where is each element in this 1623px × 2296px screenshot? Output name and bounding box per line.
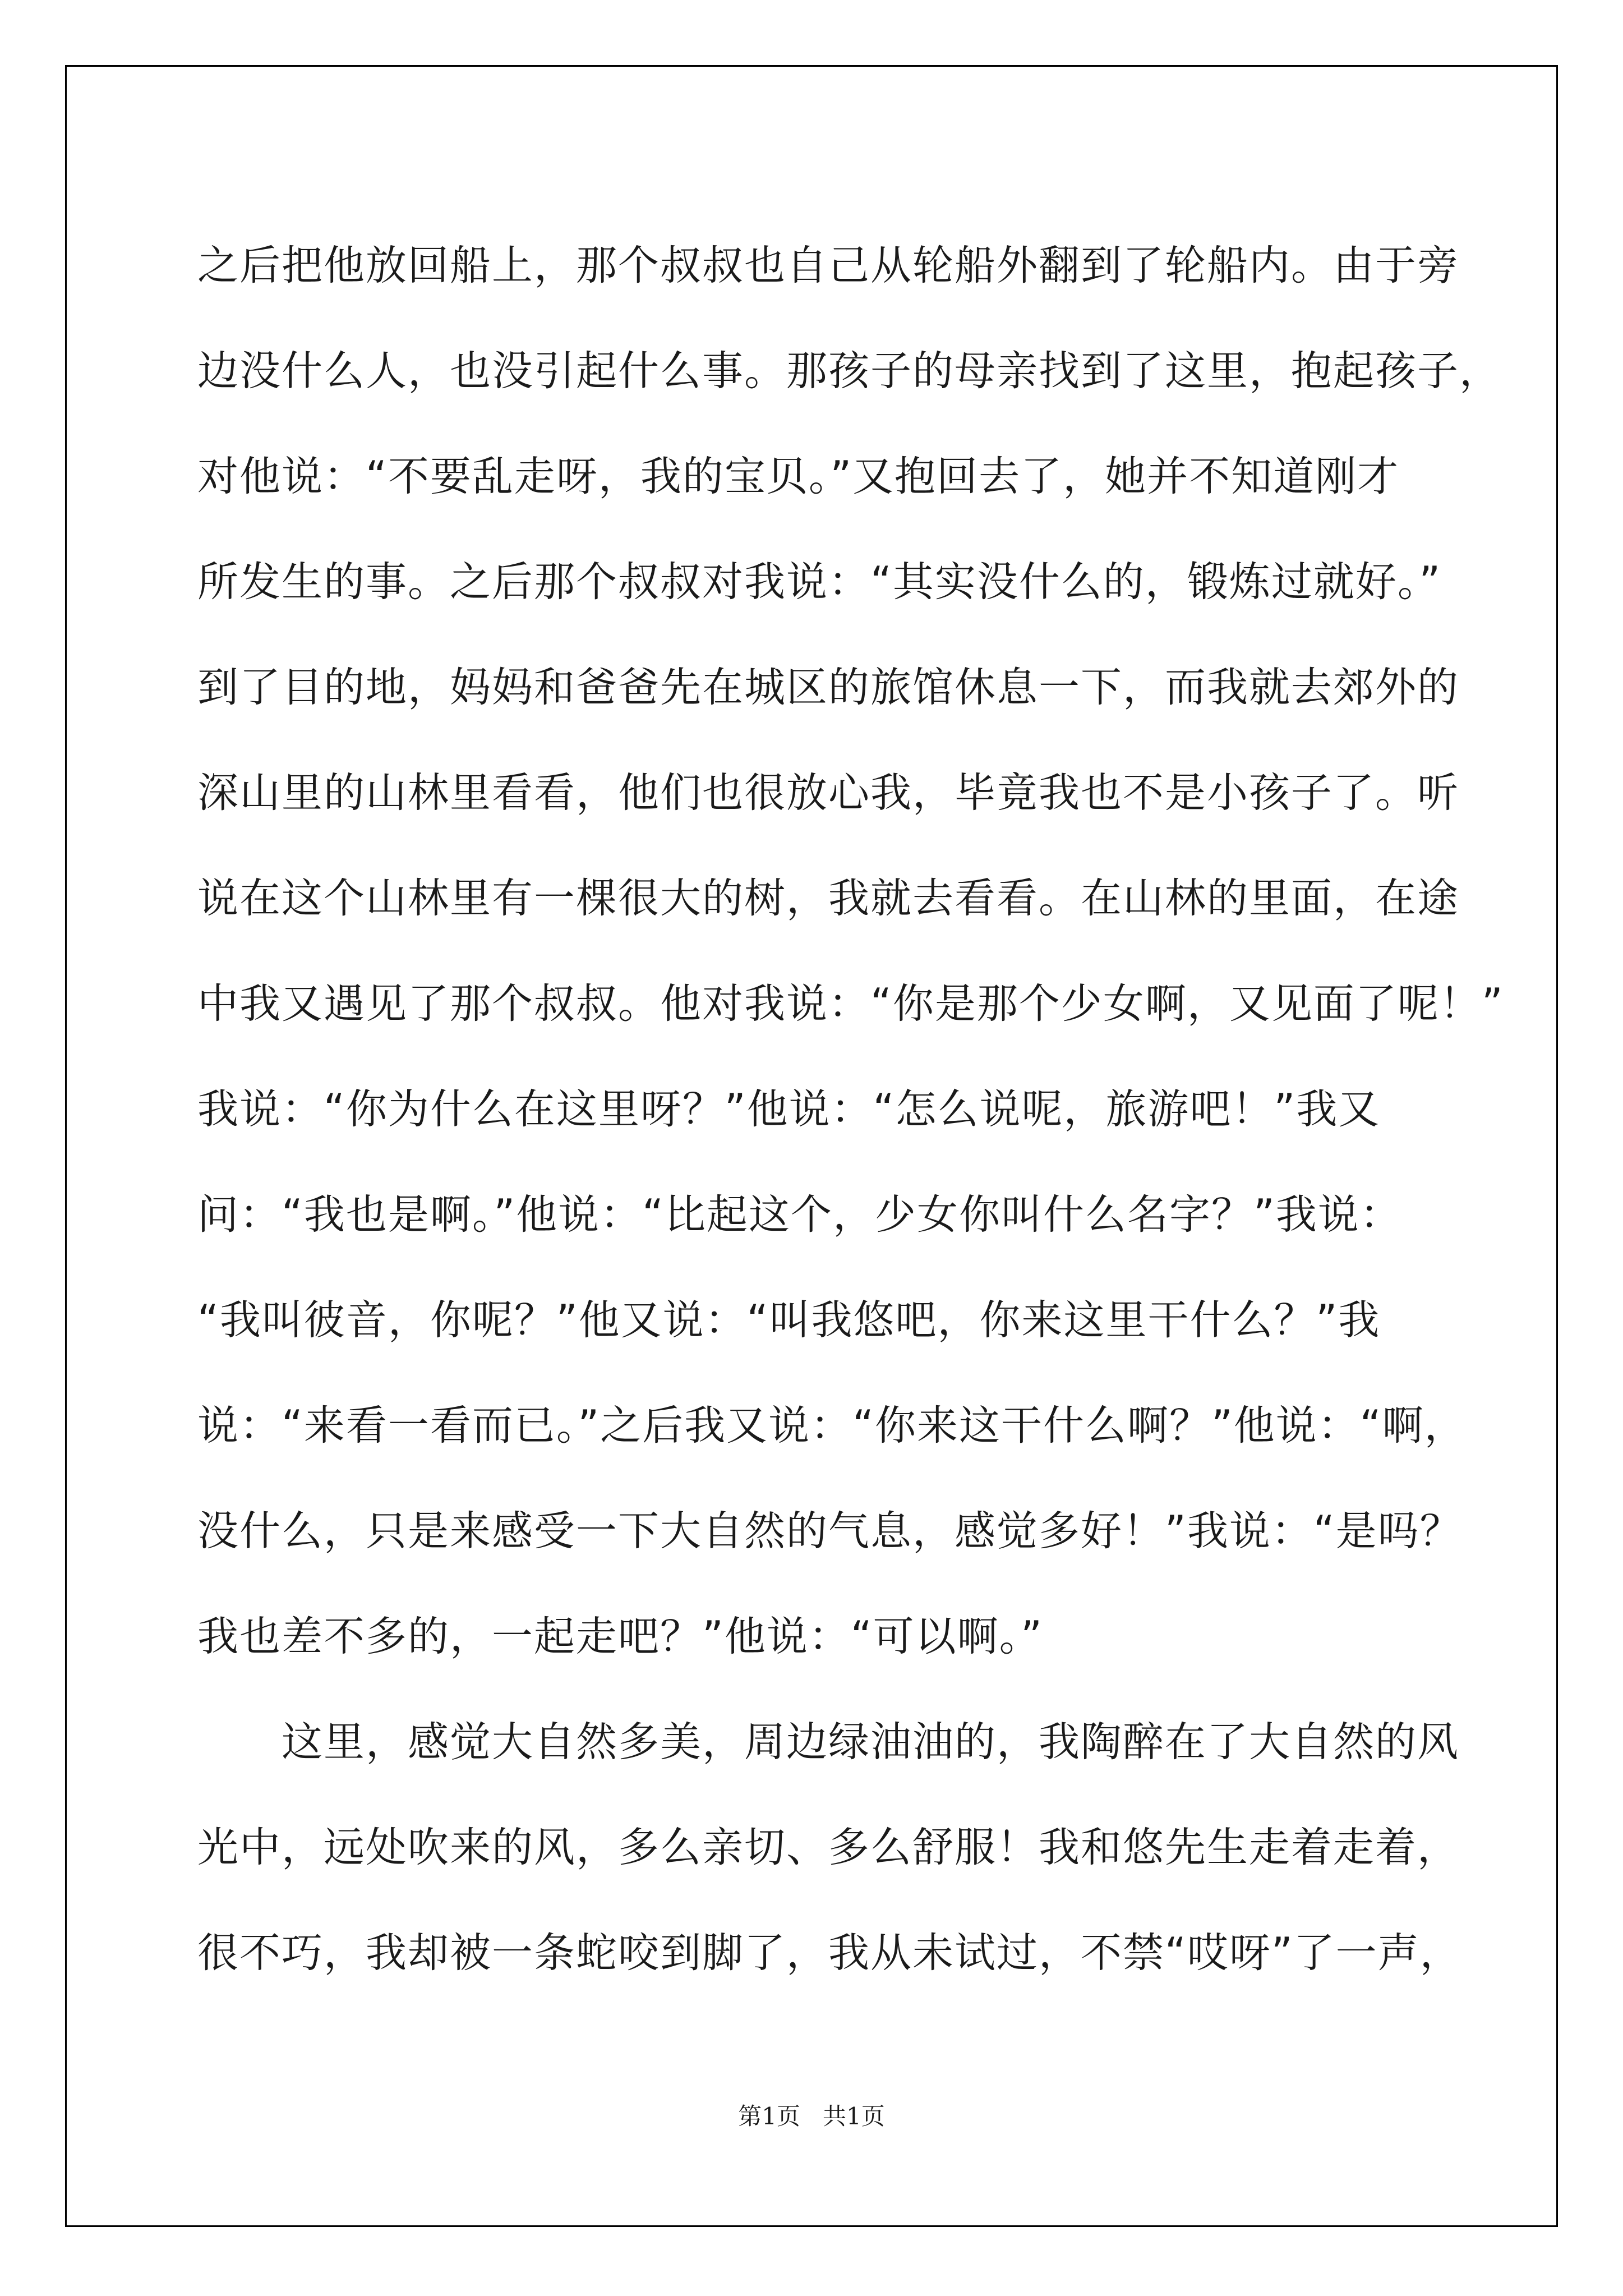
text-line: 深山里的山林里看看，他们也很放心我，毕竟我也不是小孩子了。听 [197,769,1459,817]
page-number: 第1页 [738,2102,800,2130]
text-line: “我叫彼音，你呢？”他又说：“叫我悠吧，你来这里干什么？”我 [197,1296,1381,1344]
text-line: 说在这个山林里有一棵很大的树，我就去看看。在山林的里面，在途 [197,875,1459,922]
footer-gap [800,2102,823,2130]
text-line: 很不巧，我却被一条蛇咬到脚了，我从未试过，不禁“哎呀”了一声， [197,1929,1462,1977]
text-line: 我说：“你为什么在这里呀？”他说：“怎么说呢，旅游吧！”我又 [197,1085,1381,1133]
text-line: 没什么，只是来感受一下大自然的气息，感觉多好！”我说：“是吗？ [197,1507,1462,1555]
text-line: 所发生的事。之后那个叔叔对我说：“其实没什么的，锻炼过就好。” [197,558,1442,606]
text-line: 这里，感觉大自然多美，周边绿油油的，我陶醉在了大自然的风 [197,1718,1459,1766]
text-line: 边没什么人，也没引起什么事。那孩子的母亲找到了这里，抱起孩子， [197,347,1501,395]
text-line: 光中，远处吹来的风，多么亲切、多么舒服！我和悠先生走着走着， [197,1824,1459,1871]
page-total: 共1页 [823,2102,885,2130]
document-body [197,213,1504,2006]
text-line: 到了目的地，妈妈和爸爸先在城区的旅馆休息一下，而我就去郊外的 [197,664,1459,711]
page-footer [0,2098,1623,2132]
text-line: 问：“我也是啊。”他说：“比起这个，少女你叫什么名字？”我说： [197,1191,1402,1239]
text-line: 中我又遇见了那个叔叔。他对我说：“你是那个少女啊，又见面了呢！” [197,980,1504,1028]
text-line: 我也差不多的，一起走吧？”他说：“可以啊。” [197,1613,1043,1660]
text-line: 说：“来看一看而已。”之后我又说：“你来这干什么啊？”他说：“啊， [197,1402,1467,1450]
text-line: 之后把他放回船上，那个叔叔也自己从轮船外翻到了轮船内。由于旁 [197,242,1459,289]
text-line: 对他说：“不要乱走呀，我的宝贝。”又抱回去了，她并不知道刚才 [197,453,1400,500]
